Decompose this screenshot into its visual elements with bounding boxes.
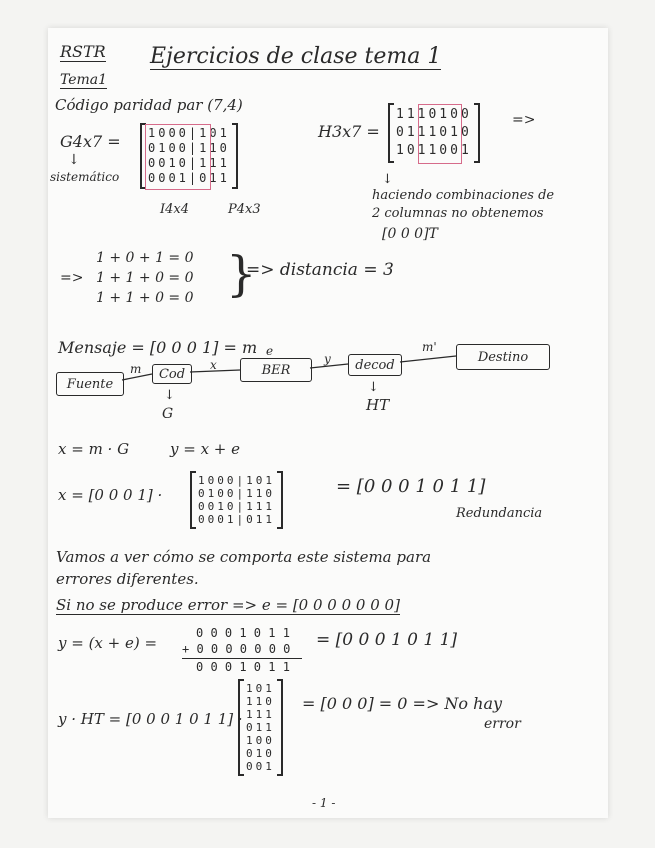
page-number: - 1 -	[312, 796, 336, 810]
discussion-line: errores diferentes.	[56, 570, 199, 588]
encoder-matrix-label: G	[162, 406, 174, 422]
block-decoder: decod	[348, 354, 402, 376]
parity-check-line: 1 + 1 + 0 = 0	[96, 290, 194, 306]
down-arrow-icon: ↓	[368, 380, 379, 395]
g-matrix-row: 0100|110	[198, 487, 275, 500]
syndrome-result: = [0 0 0] = 0 => No hay	[302, 694, 503, 713]
signal-x: x	[210, 358, 217, 372]
g-matrix-row: 0001|011	[148, 171, 230, 185]
sum-operand: + 0 0 0 0 0 0 0	[182, 642, 291, 656]
no-error-title: Si no se produce error => e = [0 0 0 0 0 0 0]	[56, 596, 400, 614]
g-matrix-row: 0001|011	[198, 513, 275, 526]
message-def: Mensaje = [0 0 0 1] = m	[58, 338, 258, 357]
block-channel: BER	[240, 358, 312, 382]
sum-operand: 0 0 0 1 0 1 1	[196, 626, 290, 640]
syndrome-result-cont: error	[484, 716, 521, 732]
decoder-matrix-label: HT	[366, 396, 390, 414]
sum-result-line: 0 0 0 1 0 1 1	[196, 660, 290, 674]
course-code: RSTR	[60, 42, 106, 61]
implies-arrow: =>	[60, 270, 84, 286]
down-arrow-icon: ↓	[382, 172, 393, 187]
syndrome-eq: y · HT = [0 0 0 1 0 1 1] ·	[58, 710, 243, 728]
ht-matrix-row: 101	[246, 682, 275, 695]
parity-sublabel: P4x3	[228, 202, 261, 217]
topic-label: Tema1	[60, 72, 108, 88]
h-matrix-row: 1110100	[396, 107, 472, 122]
block-destination: Destino	[456, 344, 550, 370]
block-source: Fuente	[56, 372, 124, 396]
h-matrix-label: H3x7 =	[318, 122, 380, 141]
ht-matrix-row: 111	[246, 708, 275, 721]
g-matrix-label: G4x7 =	[60, 132, 121, 151]
g-matrix-row: 0100|110	[148, 141, 230, 155]
distance-result: => distancia = 3	[246, 260, 394, 280]
ht-matrix	[238, 680, 283, 775]
signal-y: y	[324, 352, 331, 366]
h-note-line: [0 0 0]T	[382, 226, 438, 242]
h-arrow: =>	[512, 112, 536, 128]
page-title: Ejercicios de clase tema 1	[150, 44, 442, 69]
brace: }	[226, 246, 257, 302]
g-matrix-repeat	[190, 472, 283, 528]
h-matrix-row: 0111010	[396, 125, 472, 140]
g-matrix-row: 0010|111	[148, 156, 230, 170]
g-matrix-row: 1000|101	[198, 474, 275, 487]
codeword-eq: x = [0 0 0 1] ·	[58, 486, 163, 504]
h-note-line: haciendo combinaciones de	[372, 188, 555, 203]
channel-eq: y = x + e	[170, 440, 241, 458]
h-note-line: 2 columnas no obtenemos	[372, 206, 544, 221]
signal-m-prime: m'	[422, 340, 437, 354]
ht-matrix-row: 100	[246, 734, 275, 747]
redundancy-label: Redundancia	[456, 506, 543, 521]
h-matrix-row: 1011001	[396, 143, 472, 158]
down-arrow-icon: ↓	[68, 152, 80, 168]
encoding-eq: x = m · G	[58, 440, 130, 458]
g-matrix-row: 1000|101	[148, 126, 230, 140]
ht-matrix-row: 010	[246, 747, 275, 760]
block-encoder: Cod	[152, 364, 192, 384]
discussion-line: Vamos a ver cómo se comporta este sistema para	[56, 548, 432, 566]
g-matrix-row: 0010|111	[198, 500, 275, 513]
ht-matrix-row: 011	[246, 721, 275, 734]
parity-check-line: 1 + 0 + 1 = 0	[96, 250, 194, 266]
ht-matrix-row: 110	[246, 695, 275, 708]
received-result: = [0 0 0 1 0 1 1]	[316, 630, 458, 650]
codeword-result: = [0 0 0 1 0 1 1]	[336, 476, 486, 497]
signal-m: m	[130, 362, 142, 376]
systematic-note: sistemático	[50, 170, 120, 184]
message-e-label: e	[266, 344, 274, 358]
parity-check-line: 1 + 1 + 0 = 0	[96, 270, 194, 286]
ht-matrix-row: 001	[246, 760, 275, 773]
received-eq: y = (x + e) =	[58, 634, 158, 652]
identity-sublabel: I4x4	[160, 202, 190, 217]
down-arrow-icon: ↓	[164, 388, 175, 403]
code-label: Código paridad par (7,4)	[55, 96, 243, 114]
